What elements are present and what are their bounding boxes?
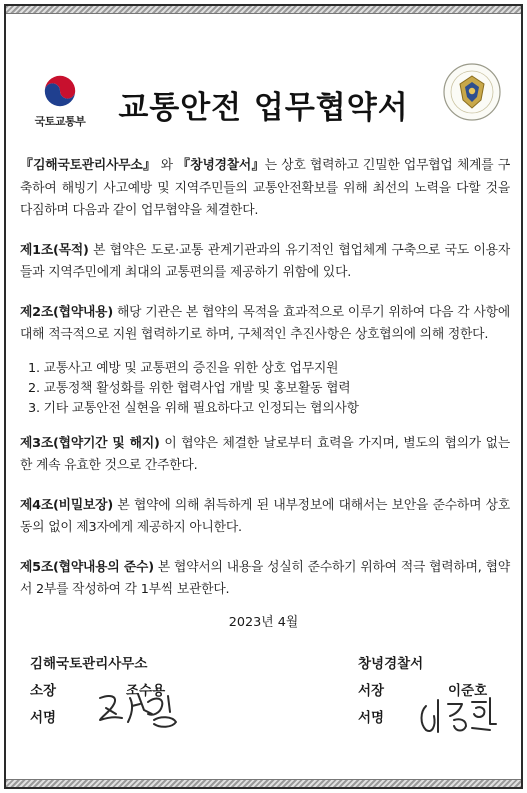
bottom-border-band (6, 779, 521, 787)
left-handwritten-signature (92, 684, 187, 732)
article-1 (20, 240, 510, 285)
article-2 (20, 302, 510, 347)
left-signer-name: 조수용 (126, 683, 166, 699)
list-item: 2. 교통정책 활성화를 위한 협력사업 개발 및 홍보활동 협력 (28, 380, 351, 396)
article-text: 본 협약서의 내용을 성실히 준수하기 위하여 적극 협력하며, 협약서 2부를 작성하여 각 1부씩 보관한다. (20, 559, 510, 597)
article-heading: 제5조(협약내용의 준수) (20, 559, 154, 575)
article-heading: 제3조(협약기간 및 해지) (20, 435, 160, 451)
right-sign-label: 서명 (358, 710, 385, 726)
agreement-body (20, 155, 510, 619)
left-sign-label: 서명 (30, 710, 57, 726)
right-handwritten-signature (416, 694, 501, 738)
cooperation-list (28, 359, 510, 419)
intro-paragraph (20, 155, 510, 223)
document-title: 교통안전 업무협약서 (118, 90, 409, 126)
article-3 (20, 433, 510, 478)
article-heading: 제4조(비밀보장) (20, 497, 113, 513)
party2: 『창녕경찰서』 (177, 158, 265, 173)
molit-logo-text: 국토교통부 (34, 115, 86, 128)
left-role: 소장 (30, 683, 57, 699)
agreement-date: 2023년 4월 (228, 615, 299, 630)
article-text: 본 협약은 도로·교통 관계기관과의 유기적인 협업체계 구축으로 국도 이용자들과 지역주민에게 최대의 교통편의를 제공하기 위함에 있다. (20, 242, 510, 280)
top-border-band (6, 6, 521, 14)
right-role: 서장 (358, 683, 385, 699)
right-signer-name: 이준호 (448, 683, 488, 699)
intro-conjunction: 와 (156, 158, 178, 173)
article-heading: 제2조(협약내용) (20, 304, 113, 320)
article-4 (20, 495, 510, 540)
list-item: 1. 교통사고 예방 및 교통편의 증진을 위한 상호 업무지원 (28, 360, 339, 376)
party1: 『김해국토관리사무소』 (20, 158, 157, 173)
left-org-name: 김해국토관리사무소 (30, 656, 148, 672)
article-5 (20, 557, 510, 602)
right-org-name: 창녕경찰서 (358, 656, 424, 672)
article-heading: 제1조(목적) (20, 242, 89, 258)
article-text: 해당 기관은 본 협약의 목적을 효과적으로 이루기 위하여 다음 각 사항에 대해 적극적으로 지원 협력하기로 하며, 구체적인 추진사항은 상호협의에 의해 정한다. (20, 304, 510, 342)
intro-text: 는 상호 협력하고 긴밀한 업무협업 체계를 구축하여 해빙기 사고예방 및 지역주민들의 교통안전확보를 위해 최선의 노력을 다할 것을 다짐하며 다음과 같이 업무협약을 체결한다. (20, 158, 510, 218)
list-item: 3. 기타 교통안전 실현을 위해 필요하다고 인정되는 협의사항 (28, 400, 359, 416)
article-text: 이 협약은 체결한 날로부터 효력을 가지며, 별도의 협의가 없는 한 계속 유효한 것으로 간주한다. (20, 435, 511, 473)
article-text: 본 협약에 의해 취득하게 된 내부정보에 대해서는 보안을 준수하며 상호 동의 없이 제3자에게 제공하지 아니한다. (20, 497, 510, 535)
